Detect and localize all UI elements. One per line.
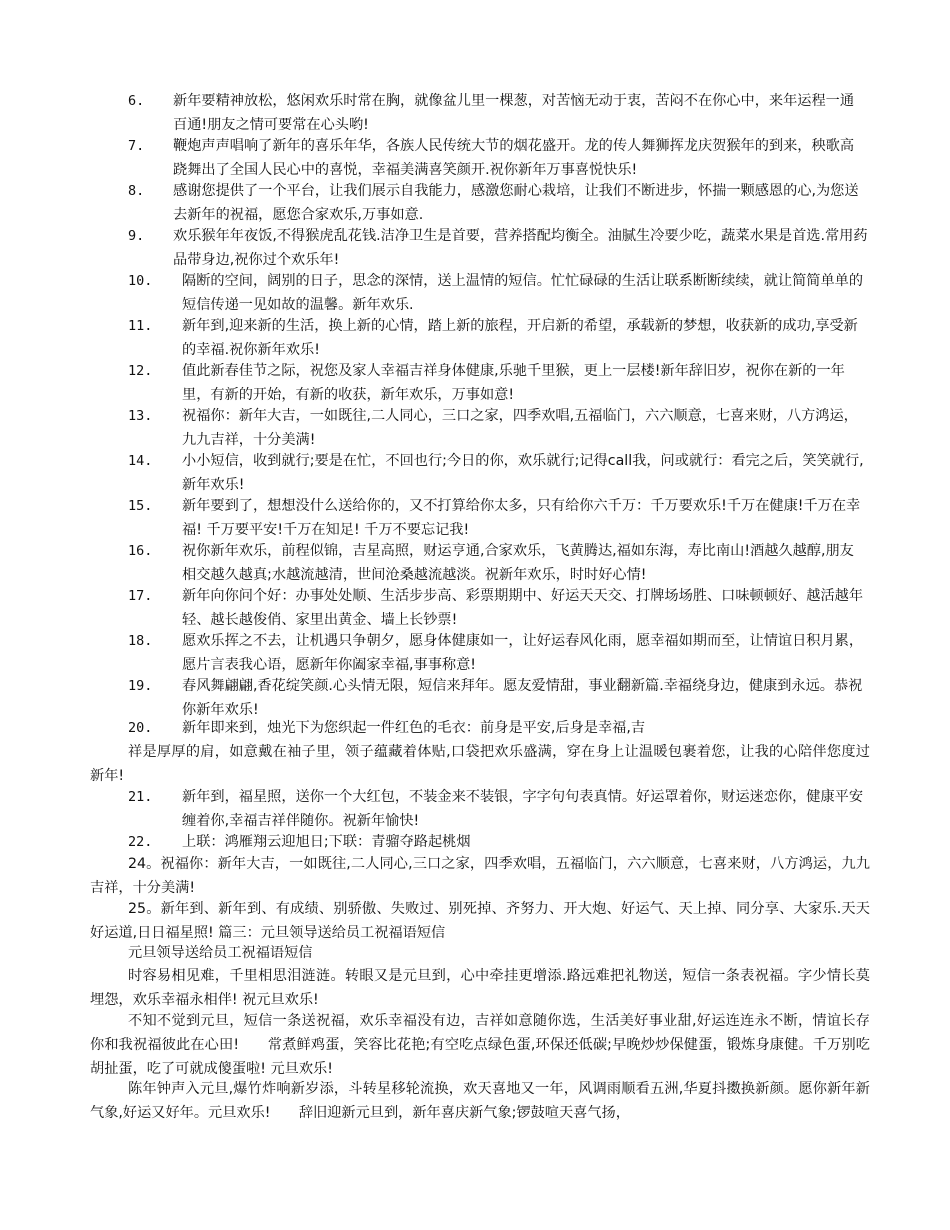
item-number: 16.	[128, 543, 153, 559]
list-item	[128, 494, 868, 542]
item-number: 6.	[128, 93, 145, 109]
list-item	[128, 269, 868, 317]
list-item	[128, 716, 868, 740]
item-text: 春风舞翩翩,香花绽笑颜.心头情无限，短信来拜年。愿友爱情甜，事业翻新篇.幸福绕身边，健康到永远。恭祝你新年欢乐!	[182, 678, 863, 718]
list-item	[128, 179, 868, 227]
item-text: 隔断的空间，阔别的日子，思念的深情，送上温情的短信。忙忙碌碌的生活让联系断断续续，就让简简单单的短信传递一见如故的温馨。新年欢乐.	[182, 273, 864, 313]
item-number: 12.	[128, 363, 153, 379]
list-item	[128, 830, 868, 854]
paragraph-20-continued: 祥是厚厚的肩，如意戴在袖子里，领子蕴藏着体贴,口袋把欢乐盛满，穿在身上让温暖包裹着您，让我的心陪伴您度过新年!	[90, 744, 870, 784]
paragraph-25: 25。新年到、新年到、有成绩、别骄傲、失败过、别死掉、齐努力、开大炮、好运气、天上掉、同分享、大家乐.天天好运道,日日福星照! 篇三：元旦领导送给员工祝福语短信	[90, 901, 870, 941]
item-text: 新年到，福星照，送你一个大红包，不装金来不装银，字字句句表真情。好运罩着你，财运迷恋你，健康平安缠着你,幸福吉祥伴随你。祝新年愉快!	[182, 789, 864, 829]
item-number: 17.	[128, 588, 153, 604]
list-item	[128, 314, 868, 362]
list-item	[128, 584, 868, 632]
item-text: 值此新春佳节之际，祝您及家人幸福吉祥身体健康,乐驰千里猴，更上一层楼!新年辞旧岁，祝你在新的一年里，有新的开始，有新的收获，新年欢乐，万事如意!	[182, 363, 845, 403]
paragraph-24: 24。祝福你：新年大吉，一如既往,二人同心,三口之家，四季欢唱，五福临门，六六顺意，七喜来财，八方鸿运，九九吉祥，十分美满!	[90, 856, 870, 896]
list-item	[128, 539, 868, 587]
list-item	[128, 89, 868, 137]
item-text: 新年向你问个好：办事处处顺、生活步步高、彩票期期中、好运天天交、打牌场场胜、口味顿顿好、越活越年轻、越长越俊俏、家里出黄金、墙上长钞票!	[182, 588, 864, 628]
paragraph-b: 不知不觉到元旦，短信一条送祝福，欢乐幸福没有边，吉祥如意随你选，生活美好事业甜,好运连连永不断，情谊长存你和我祝福彼此在心田! 常煮鲜鸡蛋，笑容比花艳;有空吃点绿色蛋,环保还低碳;早晚炒炒保健蛋，锻炼身康健。千万别吃胡扯蛋，吃了可就成傻蛋啦! 元旦欢乐!	[90, 1013, 870, 1077]
item-text: 鞭炮声声唱响了新年的喜乐年华，各族人民传统大节的烟花盛开。龙的传人舞狮挥龙庆贺猴年的到来，秧歌高跷舞出了全国人民心中的喜悦，幸福美满喜笑颜开.祝你新年万事喜悦快乐!	[173, 138, 855, 178]
list-item	[128, 359, 868, 407]
list-item	[128, 134, 868, 182]
item-text: 祝福你：新年大吉，一如既往,二人同心，三口之家，四季欢唱,五福临门，六六顺意，七喜来财，八方鸿运，九九吉祥，十分美满!	[182, 408, 858, 448]
list-item	[128, 449, 868, 497]
item-number: 15.	[128, 498, 153, 514]
item-number: 21.	[128, 789, 153, 805]
item-number: 14.	[128, 453, 153, 469]
item-number: 8.	[128, 183, 145, 199]
section-heading: 元旦领导送给员工祝福语短信	[128, 945, 313, 961]
item-number: 10.	[128, 273, 153, 289]
list-item	[128, 629, 868, 677]
item-text: 新年要精神放松，悠闲欢乐时常在胸，就像盆儿里一棵葱，对苦恼无动于衷，苦闷不在你心中，来年运程一通百通!朋友之情可要常在心头哟!	[173, 93, 855, 133]
item-text: 小小短信，收到就行;要是在忙，不回也行;今日的你，欢乐就行;记得call我，问或就行：看完之后，笑笑就行,新年欢乐!	[182, 453, 864, 493]
item-number: 22.	[128, 834, 153, 850]
item-number: 20.	[128, 720, 153, 736]
list-item	[128, 674, 868, 722]
item-text: 欢乐猴年年夜饭,不得猴虎乱花钱.洁净卫生是首要，营养搭配均衡全。油腻生冷要少吃，蔬菜水果是首选.常用药品带身边,祝你过个欢乐年!	[173, 228, 868, 268]
item-text: 上联：鸿雁翔云迎旭日;下联：青骝夺路起桃烟	[182, 834, 471, 850]
item-number: 11.	[128, 318, 153, 334]
list-item	[128, 404, 868, 452]
item-text: 感谢您提供了一个平台，让我们展示自我能力，感激您耐心栽培，让我们不断进步，怀揣一颗感恩的心,为您送去新年的祝福，愿您合家欢乐,万事如意.	[173, 183, 859, 223]
item-number: 7.	[128, 138, 145, 154]
list-item	[128, 224, 868, 272]
item-text: 愿欢乐挥之不去，让机遇只争朝夕，愿身体健康如一，让好运春风化雨，愿幸福如期而至，让情谊日积月累，愿片言表我心语，愿新年你阖家幸福,事事称意!	[182, 633, 864, 673]
paragraph-a: 时容易相见难，千里相思泪涟涟。转眼又是元旦到，心中牵挂更增添.路远难把礼物送，短信一条表祝福。字少情长莫埋怨，欢乐幸福永相伴! 祝元旦欢乐!	[90, 968, 870, 1008]
paragraph-c: 陈年钟声入元旦,爆竹炸响新岁添，斗转星移轮流换，欢天喜地又一年，风调雨顺看五洲,华夏抖擞换新颜。愿你新年新气象,好运又好年。元旦欢乐! 辞旧迎新元旦到，新年喜庆新气象;锣鼓喧天喜气扬，	[90, 1081, 870, 1121]
item-text: 新年到,迎来新的生活，换上新的心情，踏上新的旅程，开启新的希望，承载新的梦想，收获新的成功,享受新的幸福.祝你新年欢乐!	[182, 318, 858, 358]
list-item	[128, 785, 868, 833]
item-number: 18.	[128, 633, 153, 649]
item-number: 19.	[128, 678, 153, 694]
item-text: 新年要到了，想想没什么送给你的，又不打算给你太多，只有给你六千万：千万要欢乐!千万在健康!千万在幸福! 千万要平安!千万在知足! 千万不要忘记我!	[182, 498, 861, 538]
item-text: 祝你新年欢乐，前程似锦，吉星高照，财运亨通,合家欢乐，飞黄腾达,福如东海，寿比南山!酒越久越醇,朋友相交越久越真;水越流越清，世间沧桑越流越淡。祝新年欢乐，时时好心情!	[182, 543, 854, 583]
item-text: 新年即来到，烛光下为您织起一件红色的毛衣：前身是平安,后身是幸福,吉	[182, 720, 646, 736]
item-number: 13.	[128, 408, 153, 424]
item-number: 9.	[128, 228, 145, 244]
